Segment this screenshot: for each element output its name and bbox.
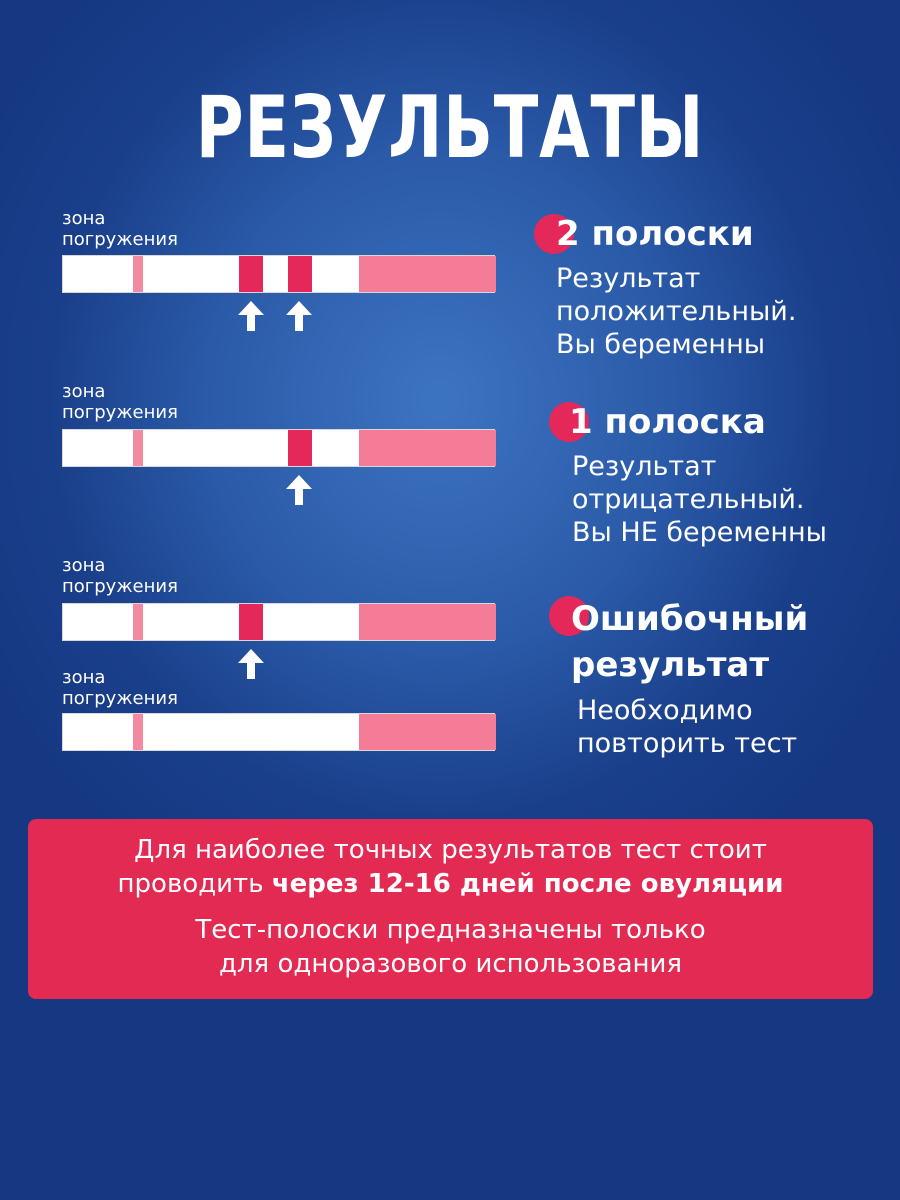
desc-line: Вы НЕ беременны	[572, 517, 827, 548]
notice-text: для одноразового использования	[218, 949, 683, 979]
result-title: полоски	[591, 214, 754, 254]
test-strip-invalid-b	[62, 713, 495, 751]
test-strip-positive	[62, 255, 495, 293]
test-line	[239, 256, 263, 292]
result-title: Ошибочный	[571, 599, 809, 639]
test-strip-negative	[62, 429, 495, 467]
notice-emphasis: через 12-16 дней после овуляции	[271, 869, 784, 899]
up-arrow-icon	[286, 301, 312, 331]
up-arrow-icon	[286, 475, 312, 505]
desc-line: отрицательный.	[572, 484, 805, 515]
result-count: 1	[569, 402, 593, 442]
up-arrow-icon	[238, 301, 264, 331]
absorbent-pad	[359, 714, 496, 750]
dip-zone-label: зона погружения	[62, 381, 178, 423]
result-title: результат	[571, 645, 770, 685]
control-line	[133, 604, 143, 640]
control-line	[133, 430, 143, 466]
result-heading	[556, 214, 754, 254]
control-line	[133, 714, 143, 750]
result-description	[577, 694, 797, 760]
desc-line: положительный.	[556, 296, 797, 327]
dip-zone-label: зона погружения	[62, 667, 178, 709]
desc-line: Результат	[556, 263, 701, 294]
desc-line: повторить тест	[577, 728, 798, 759]
notice-text: Тест-полоски предназначены только	[195, 915, 706, 945]
absorbent-pad	[359, 430, 496, 466]
result-heading	[571, 596, 808, 688]
test-strip-invalid-a	[62, 603, 495, 641]
control-line	[133, 256, 143, 292]
notice-text: Для наиболее точных результатов тест стоит	[134, 835, 767, 865]
dip-zone-label: зона погружения	[62, 555, 178, 597]
notice-timing	[28, 819, 873, 901]
page-title: РЕЗУЛЬТАТЫ	[195, 78, 705, 178]
absorbent-pad	[359, 256, 496, 292]
desc-line: Вы беременны	[556, 329, 766, 360]
result-description	[572, 450, 827, 549]
result-count: 2	[556, 214, 580, 254]
result-description	[556, 262, 796, 361]
result-title: полоска	[604, 402, 766, 442]
control-line-mark	[288, 430, 312, 466]
test-line	[239, 604, 263, 640]
result-heading	[569, 402, 766, 442]
desc-line: Результат	[572, 451, 717, 482]
desc-line: Необходимо	[577, 695, 753, 726]
control-line-mark	[288, 256, 312, 292]
notice-text: проводить	[117, 869, 272, 899]
up-arrow-icon	[238, 649, 264, 679]
notice-single-use	[28, 901, 873, 981]
notice-box	[28, 819, 873, 999]
absorbent-pad	[359, 604, 496, 640]
dip-zone-label: зона погружения	[62, 208, 178, 250]
